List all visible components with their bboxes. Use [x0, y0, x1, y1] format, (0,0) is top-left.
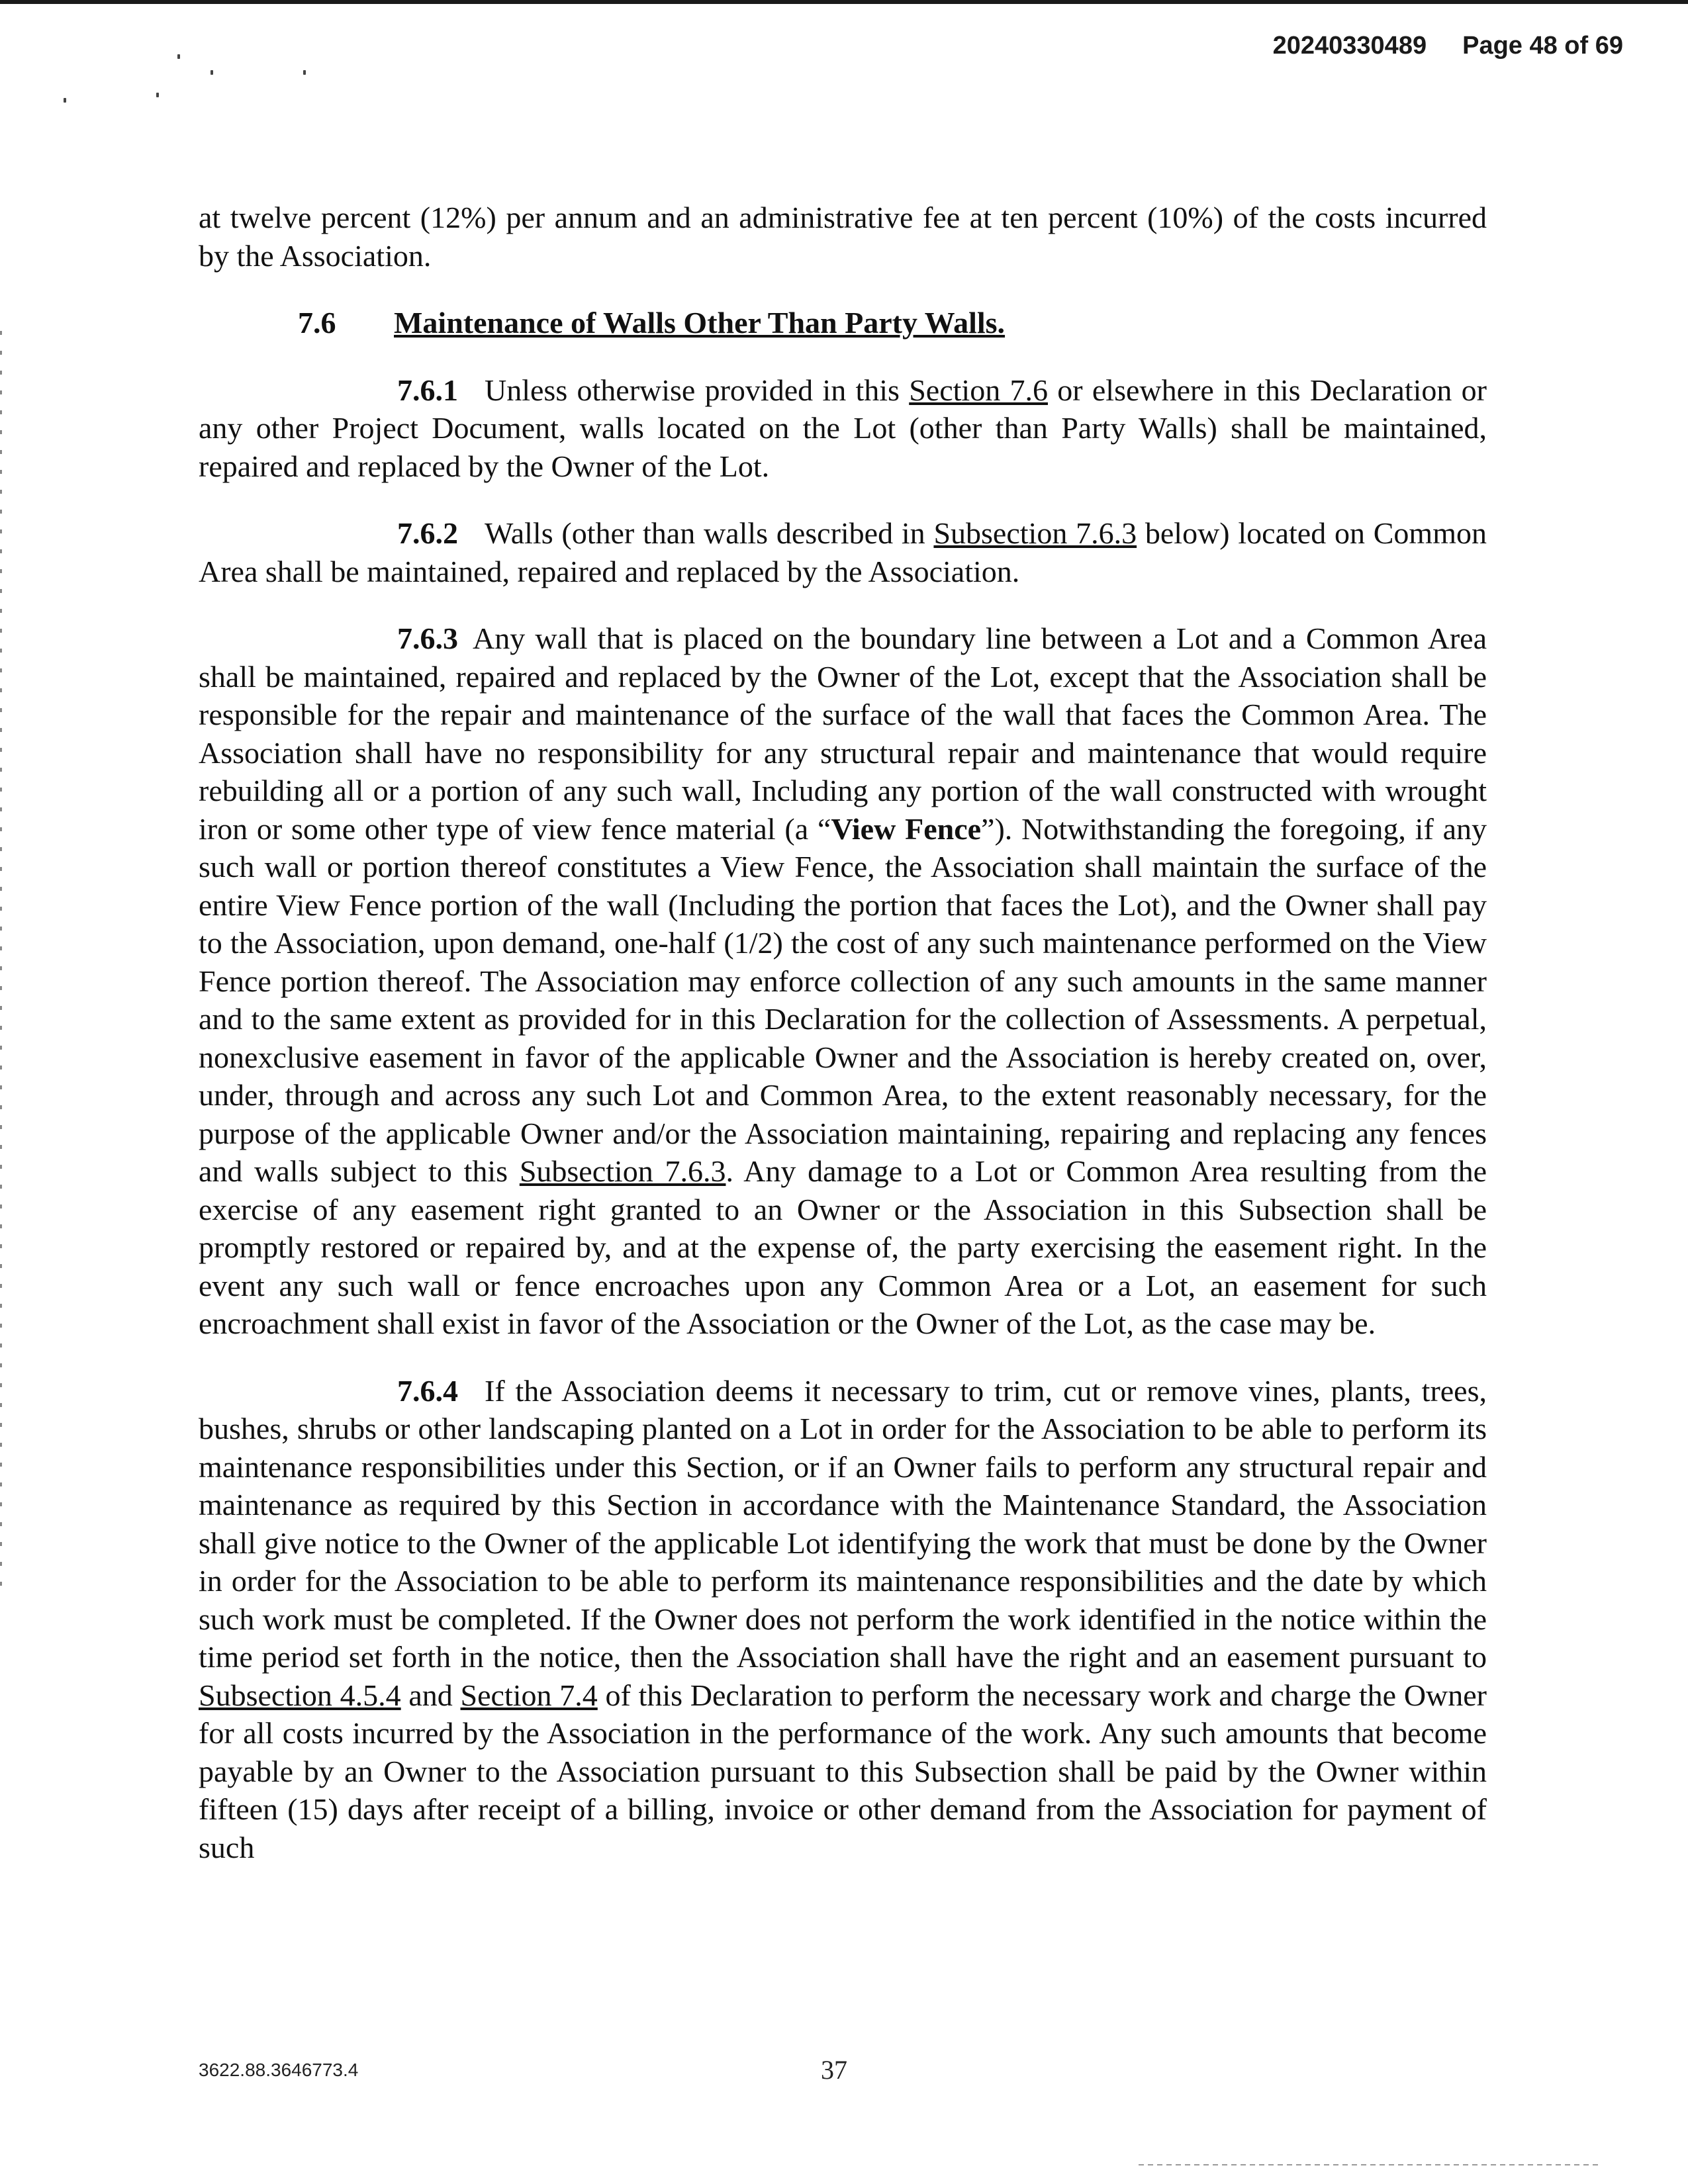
scan-speck [303, 70, 306, 75]
cross-reference: Section 7.4 [460, 1678, 598, 1712]
cross-reference: Subsection 4.5.4 [199, 1678, 401, 1712]
recording-header [1273, 32, 1623, 60]
cross-reference: Section 7.6 [909, 373, 1048, 407]
paragraph-text: If the Association deems it necessary to trim, cut or remove vines, plants, trees, bushes, shrubs or other landscaping planted on a Lot in order for the Association to be able to perform its maintenance responsibilities under this Section, or if an Owner fails to perform any structural repair and maintenance as required by this Section in accordance with the Maintenance Standard, the Association shall give notice to the Owner of the applicable Lot identifying the work that must be done by the Owner in order for the Association to be able to perform its maintenance responsibilities and the date by which such work must be completed. If the Owner does not perform the work identified in the notice within the time period set forth in the notice, then the Association shall have the right and an easement pursuant to [199, 1373, 1487, 1674]
scan-speck [64, 98, 66, 103]
scan-speck [211, 70, 213, 75]
paragraph-text: below) located on Common Area shall be maintained, repaired and replaced by the Association. [199, 516, 1487, 588]
section-title: Maintenance of Walls Other Than Party Walls. [394, 306, 1006, 340]
defined-term: View Fence [831, 811, 982, 846]
section-heading [199, 304, 1487, 342]
subsection-7-6-4 [199, 1372, 1487, 1867]
subsection-number: 7.6.2 [397, 516, 458, 550]
paragraph-text: Walls (other than walls described in [485, 516, 934, 550]
footer-page-number: 37 [821, 2055, 847, 2085]
subsection-7-6-1 [199, 371, 1487, 486]
subsection-7-6-2 [199, 514, 1487, 590]
cross-reference: Subsection 7.6.3 [519, 1154, 726, 1188]
document-body [199, 199, 1487, 1866]
paragraph-text: Unless otherwise provided in this [485, 373, 910, 407]
subsection-number: 7.6.4 [397, 1373, 458, 1408]
footer-document-id: 3622.88.3646773.4 [199, 2060, 359, 2080]
paragraph-text: ”). Notwithstanding the foregoing, if any such wall or portion thereof constitutes a View Fence, the Association shall maintain the surface of the entire View Fence portion of the wall (Including the portion that faces the Lot), and the Owner shall pay to the Association, upon demand, one-half (1/2) the cost of any such maintenance performed on the View Fence portion thereof. The Association may enforce collection of any such amounts in the same manner and to the same extent as provided for in this Declaration for the collection of Assessments. A perpetual, nonexclusive easement in favor of the applicable Owner and the Association is hereby created on, over, under, through and across any such Lot and Common Area, to the extent reasonably necessary, for the purpose of the applicable Owner and/or the Association maintaining, repairing and replacing any fences and walls subject to this [199, 811, 1487, 1188]
section-number: 7.6 [298, 306, 336, 340]
scan-speck [177, 54, 180, 59]
cross-reference: Subsection 7.6.3 [933, 516, 1137, 550]
paragraph-text: Any wall that is placed on the boundary line between a Lot and a Common Area shall be maintained, repaired and replaced by the Owner of the Lot, except that the Association shall be responsible for the repair and maintenance of the surface of the wall that faces the Common Area. The Association shall have no responsibility for any structural repair and maintenance that would require rebuilding all or a portion of any such wall, Including any portion of the wall constructed with wrought iron or some other type of view fence material (a “ [199, 621, 1487, 846]
bottom-scan-rule [1139, 2164, 1602, 2165]
paragraph-text: or elsewhere in this Declaration or any other Project Document, walls located on the Lot (other than Party Walls) shall be maintained, repaired and replaced by the Owner of the Lot. [199, 373, 1487, 483]
page-indicator: Page 48 of 69 [1462, 32, 1623, 60]
subsection-7-6-3 [199, 619, 1487, 1343]
paragraph-text: . Any damage to a Lot or Common Area resulting from the exercise of any easement right granted to an Owner or the Association in this Subsection shall be promptly restored or repaired by, and at the expense of, the party exercising the easement right. In the event any such wall or fence encroaches upon any Common Area or a Lot, an easement for such encroachment shall exist in favor of the Association or the Owner of the Lot, as the case may be. [199, 1154, 1487, 1340]
scan-edge-marks [0, 331, 2, 1588]
paragraph-text: of this Declaration to perform the necessary work and charge the Owner for all costs incurred by the Association in the performance of the work. Any such amounts that become payable by an Owner to the Association pursuant to this Subsection shall be paid by the Owner within fifteen (15) days after receipt of a billing, invoice or other demand from the Association for payment of such [199, 1678, 1487, 1864]
subsection-number: 7.6.3 [397, 621, 458, 655]
document-number: 20240330489 [1272, 32, 1427, 60]
continued-paragraph: at twelve percent (12%) per annum and an administrative fee at ten percent (10%) of the costs incurred by the Association. [199, 201, 1487, 273]
scan-speck [156, 93, 159, 97]
paragraph-text: and [400, 1678, 461, 1712]
subsection-number: 7.6.1 [397, 373, 458, 407]
top-scan-rule [0, 0, 1688, 4]
